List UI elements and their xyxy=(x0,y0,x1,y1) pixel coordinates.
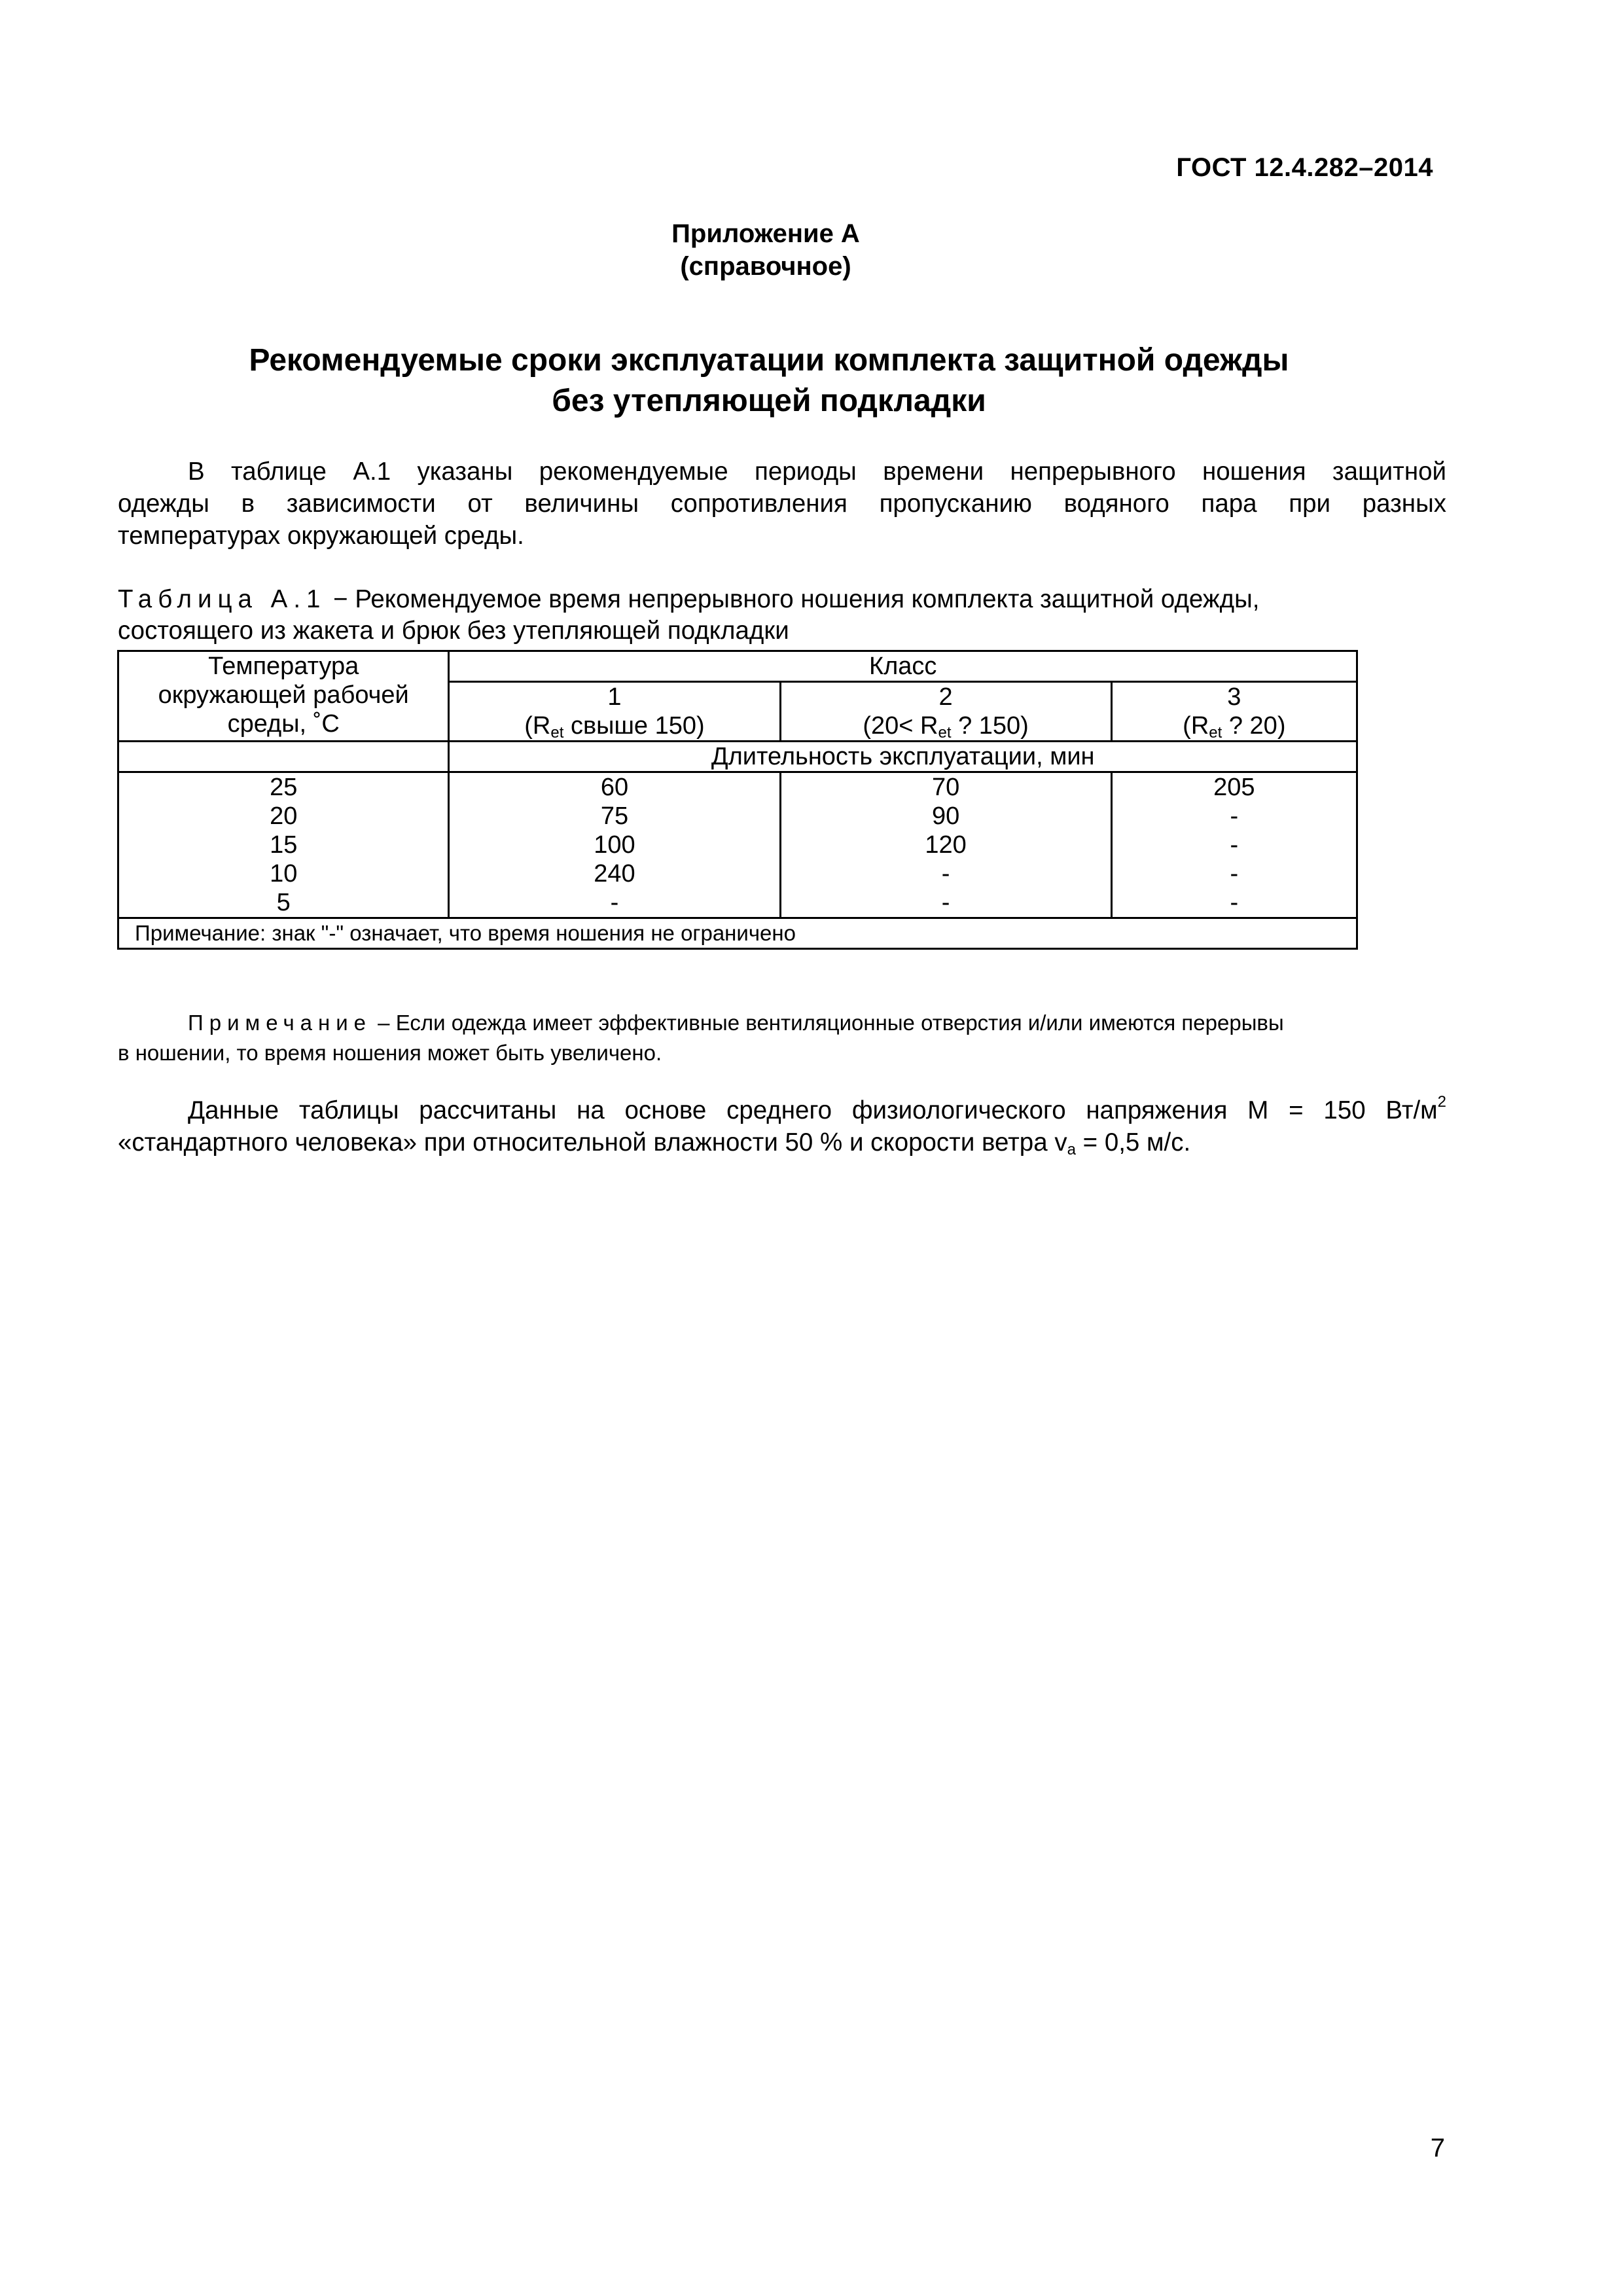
title-line-1: Рекомендуемые сроки эксплуатации комплекта защитной одежды xyxy=(249,343,1289,378)
note-text-1: – Если одежда имеет эффективные вентиляционные отверстия и/или имеются перерывы xyxy=(372,1011,1284,1035)
class-2-header: 2 ($20< R_{et}$ ? 150) xyxy=(780,682,1111,742)
page-title xyxy=(0,340,1623,422)
intro-line-2: одежды в зависимости от величины сопротивления пропусканию водяного пара при разных xyxy=(118,490,1446,518)
standard-header: ГОСТ 12.4.282–2014 xyxy=(1176,153,1433,182)
class-1-header: 1 ($R_{et}$ свыше 150) xyxy=(449,682,780,742)
table-caption xyxy=(118,584,1427,647)
table-note: Примечание: знак "-" означает, что время ношения не ограничено xyxy=(118,918,1357,949)
conclusion-line-2: «стандартного человека» при относительной влажности 50 % и скорости ветра $v_a = 0,5$ м/с. xyxy=(118,1128,1191,1158)
table-caption-text-1: − Рекомендуемое время непрерывного ношения комплекта защитной одежды, xyxy=(326,585,1260,613)
table-row: 20 75 90 - xyxy=(118,802,1357,831)
note-label: Примечание xyxy=(188,1011,372,1035)
duration-header: Длительность эксплуатации, мин xyxy=(449,742,1357,772)
table-caption-text-2: состоящего из жакета и брюк без утепляющей подкладки xyxy=(118,617,789,645)
conclusion-paragraph xyxy=(118,1094,1446,1158)
appendix-type: (справочное) xyxy=(680,252,851,281)
page-number: 7 xyxy=(1430,2134,1445,2162)
intro-line-3: температурах окружающей среды. xyxy=(118,522,524,550)
table-row: 5 - - - xyxy=(118,888,1357,918)
title-line-2: без утепляющей подкладки xyxy=(552,384,986,418)
table-row: 10 240 - - xyxy=(118,859,1357,888)
intro-paragraph xyxy=(118,456,1446,552)
duration-empty-cell xyxy=(118,742,449,772)
conclusion-line-1: Данные таблицы рассчитаны на основе среднего физиологического напряжения М = 150 $Вт/м^2$ xyxy=(188,1093,1446,1124)
temperature-header: Температура окружающей рабочей среды, ˚С xyxy=(118,651,449,742)
class-3-header: 3 ($R_{et}$ ? 20) xyxy=(1111,682,1357,742)
intro-line-1: В таблице А.1 указаны рекомендуемые периоды времени непрерывного ношения защитной xyxy=(188,457,1446,486)
table-row: 15 100 120 - xyxy=(118,831,1357,859)
note-text-2: в ношении, то время ношения может быть увеличено. xyxy=(118,1041,662,1065)
class-header: Класс xyxy=(449,651,1357,682)
appendix-heading xyxy=(0,217,1623,283)
table-row: 25 60 70 205 xyxy=(118,772,1357,802)
table-caption-label: Таблица А.1 xyxy=(118,585,327,613)
appendix-label: Приложение А xyxy=(671,219,860,248)
duration-table xyxy=(117,650,1358,950)
note-paragraph xyxy=(118,1008,1446,1068)
